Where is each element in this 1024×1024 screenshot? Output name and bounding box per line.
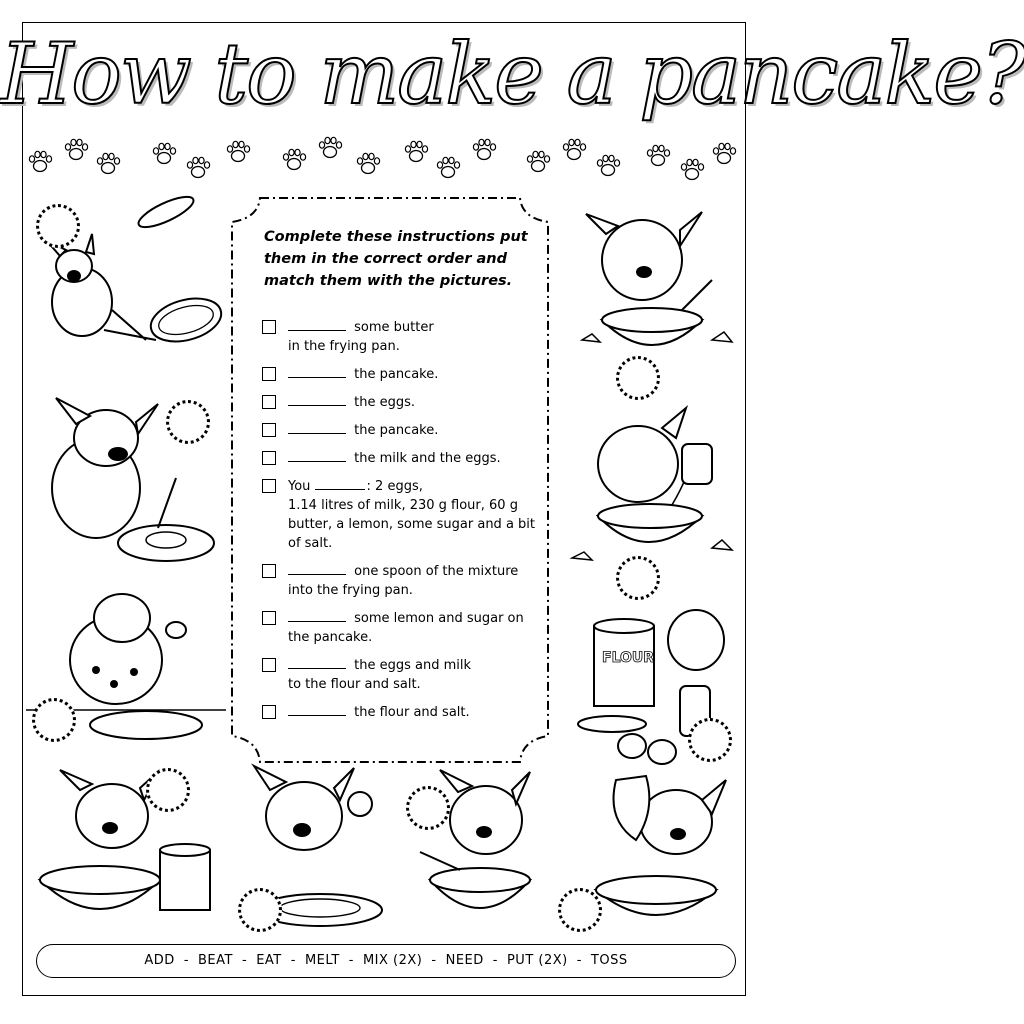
step-text: one spoon of the mixture: [350, 564, 519, 579]
instruction-step: [262, 318, 544, 356]
verb-blank[interactable]: [288, 421, 346, 434]
verb-blank[interactable]: [288, 318, 346, 331]
step-text: : 2 eggs,: [366, 479, 423, 494]
step-line: [288, 562, 544, 581]
instruction-step: [262, 393, 544, 412]
svg-text:FLOUR: FLOUR: [602, 650, 655, 666]
verb-blank[interactable]: [288, 365, 346, 378]
paw-prints-decoration: [26, 136, 742, 192]
instruction-step: [262, 703, 544, 722]
verb-blank[interactable]: [288, 393, 346, 406]
word-separator: -: [290, 953, 296, 968]
step-text: some butter: [350, 320, 434, 335]
step-text-continued: into the frying pan.: [288, 583, 413, 598]
verb-blank[interactable]: [288, 609, 346, 622]
word-bank-item: TOSS: [590, 953, 628, 968]
step-line: [288, 393, 544, 412]
order-checkbox[interactable]: [262, 564, 276, 578]
verb-blank[interactable]: [288, 562, 346, 575]
order-checkbox[interactable]: [262, 451, 276, 465]
word-bank-item: MIX (2X): [362, 953, 423, 968]
word-bank-item: PUT (2X): [506, 953, 568, 968]
step-line: [288, 421, 544, 440]
step-prefix: You: [288, 479, 315, 494]
picture-dog-melting-butter: [400, 760, 560, 940]
page-title: How to make a pancake?: [0, 25, 1024, 123]
step-text: the pancake.: [350, 367, 439, 382]
word-separator: -: [348, 953, 354, 968]
instruction-step: [262, 609, 544, 647]
step-text: the pancake.: [350, 423, 439, 438]
order-checkbox[interactable]: [262, 479, 276, 493]
word-bank-item: ADD: [144, 953, 175, 968]
picture-dog-lemon-sugar: [230, 760, 400, 940]
picture-number-circle[interactable]: [36, 204, 80, 248]
verb-blank[interactable]: [288, 703, 346, 716]
instruction-step: [262, 365, 544, 384]
verb-blank[interactable]: [315, 477, 365, 490]
dog-mixing-flour-icon: [30, 760, 220, 940]
word-bank-item: BEAT: [198, 953, 233, 968]
order-checkbox[interactable]: [262, 705, 276, 719]
word-separator: -: [241, 953, 248, 968]
picture-number-circle[interactable]: [616, 556, 660, 600]
step-line: [288, 449, 544, 468]
picture-dog-adding-mixture: [556, 760, 742, 940]
picture-number-circle[interactable]: [238, 888, 282, 932]
instruction-step: [262, 449, 544, 468]
picture-number-circle[interactable]: [558, 888, 602, 932]
word-separator: -: [183, 953, 190, 968]
picture-dog-with-lemon: [26, 580, 226, 750]
order-checkbox[interactable]: [262, 658, 276, 672]
step-text-continued: in the frying pan.: [288, 339, 400, 354]
instruction-step: [262, 656, 544, 694]
word-separator: -: [431, 953, 437, 968]
step-line: [288, 703, 544, 722]
order-checkbox[interactable]: [262, 395, 276, 409]
picture-dog-ingredients: [562, 596, 742, 776]
step-line: [288, 365, 544, 384]
instruction-step: [262, 421, 544, 440]
instruction-step: [262, 477, 544, 553]
picture-dog-beating-eggs: [562, 200, 742, 390]
step-text: the eggs.: [350, 395, 416, 410]
instructions-panel: [230, 196, 550, 764]
picture-dog-pouring-milk: [562, 398, 742, 598]
word-separator: -: [576, 953, 582, 968]
word-separator: -: [492, 953, 498, 968]
word-bank: [36, 944, 736, 978]
picture-dog-mixing-flour: [30, 760, 220, 940]
step-text: some lemon and sugar on: [350, 611, 524, 626]
picture-dog-tossing-pancake: [26, 190, 226, 380]
order-checkbox[interactable]: [262, 611, 276, 625]
instruction-steps-list: [262, 318, 544, 731]
step-text-continued: to the flour and salt.: [288, 677, 421, 692]
step-line: [288, 609, 544, 628]
word-bank-item: EAT: [256, 953, 282, 968]
step-text: the milk and the eggs.: [350, 451, 501, 466]
picture-number-circle[interactable]: [688, 718, 732, 762]
paw-print-icons: [26, 136, 742, 192]
step-line: [288, 656, 544, 675]
verb-blank[interactable]: [288, 656, 346, 669]
picture-number-circle[interactable]: [616, 356, 660, 400]
order-checkbox[interactable]: [262, 423, 276, 437]
order-checkbox[interactable]: [262, 367, 276, 381]
step-line: [288, 477, 544, 496]
picture-number-circle[interactable]: [146, 768, 190, 812]
step-line: [288, 318, 544, 337]
picture-number-circle[interactable]: [406, 786, 450, 830]
picture-number-circle[interactable]: [166, 400, 210, 444]
picture-number-circle[interactable]: [32, 698, 76, 742]
step-text-continued: the pancake.: [288, 630, 373, 645]
step-text: the eggs and milk: [350, 658, 472, 673]
order-checkbox[interactable]: [262, 320, 276, 334]
word-bank-item: NEED: [445, 953, 484, 968]
verb-blank[interactable]: [288, 449, 346, 462]
picture-dog-eating-pancake: [26, 388, 226, 578]
step-text-continued: 1.14 litres of milk, 230 g flour, 60 g butter, a lemon, some sugar and a bit of salt.: [288, 498, 535, 551]
instructions-heading: Complete these instructions put them in the correct order and match them with the pictures.: [264, 229, 528, 289]
step-text: the flour and salt.: [350, 705, 470, 720]
instruction-step: [262, 562, 544, 600]
word-bank-item: MELT: [304, 953, 340, 968]
